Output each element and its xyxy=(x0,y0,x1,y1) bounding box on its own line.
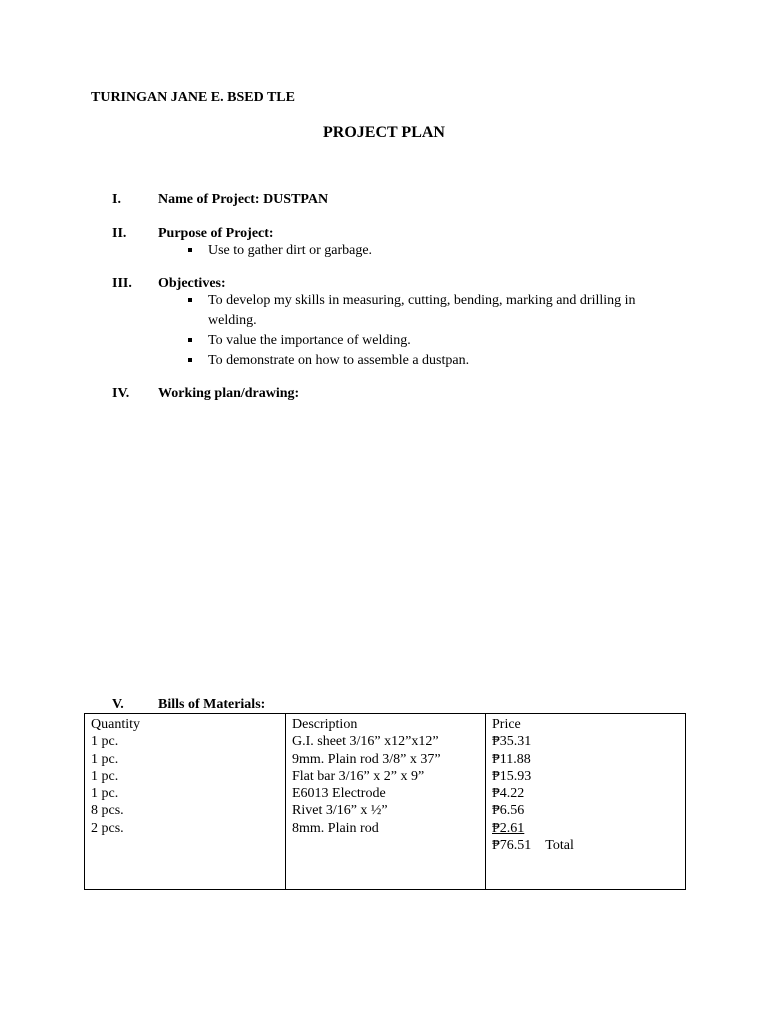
price-cell: ₱6.56 xyxy=(492,803,525,819)
purpose-list xyxy=(188,241,678,261)
description-cell: G.I. sheet 3/16” x12”x12” xyxy=(292,734,439,750)
section-number: III. xyxy=(112,276,132,291)
section-heading: Name of Project: DUSTPAN xyxy=(158,192,329,207)
section-number: V. xyxy=(112,697,124,712)
description-header: Description xyxy=(292,717,358,732)
bill-of-materials-table xyxy=(84,713,686,890)
square-bullet-icon xyxy=(188,338,192,342)
quantity-cell: 1 pc. xyxy=(91,786,119,802)
list-item xyxy=(188,331,678,351)
quantity-column xyxy=(85,714,286,890)
objectives-list xyxy=(188,291,678,371)
section-number: II. xyxy=(112,226,127,241)
description-cell: Rivet 3/16” x ½” xyxy=(292,803,388,819)
list-item-text: Use to gather dirt or garbage. xyxy=(208,243,373,258)
quantity-cell: 1 pc. xyxy=(91,734,119,750)
quantity-cell: 8 pcs. xyxy=(91,803,124,819)
square-bullet-icon xyxy=(188,358,192,362)
author-line: TURINGAN JANE E. BSED TLE xyxy=(91,90,295,105)
price-cell: ₱11.88 xyxy=(492,751,531,767)
section-heading: Purpose of Project: xyxy=(158,226,274,241)
list-item-text: To demonstrate on how to assemble a dustpan. xyxy=(208,353,470,368)
square-bullet-icon xyxy=(188,248,192,252)
price-header: Price xyxy=(492,717,521,732)
price-value-underlined: ₱2.61 xyxy=(492,820,525,836)
table-row xyxy=(85,714,686,890)
price-cell: ₱35.31 xyxy=(492,734,532,750)
quantity-cell: 2 pcs. xyxy=(91,820,124,836)
total-label: Total xyxy=(545,838,574,854)
list-item xyxy=(188,351,678,371)
description-column xyxy=(286,714,486,890)
section-heading: Working plan/drawing: xyxy=(158,386,300,401)
section-heading: Objectives: xyxy=(158,276,226,291)
quantity-cell: 1 pc. xyxy=(91,751,119,767)
quantity-header: Quantity xyxy=(91,717,140,732)
list-item-text: To develop my skills in measuring, cutting, bending, marking and drilling in welding. xyxy=(208,293,636,328)
description-cell: E6013 Electrode xyxy=(292,786,386,802)
section-number: IV. xyxy=(112,386,130,401)
section-number: I. xyxy=(112,192,121,207)
price-cell: ₱4.22 xyxy=(492,786,525,802)
description-cell: 8mm. Plain rod xyxy=(292,820,379,836)
price-column xyxy=(486,714,686,890)
total-value: ₱76.51 xyxy=(492,838,532,854)
section-heading: Bills of Materials: xyxy=(158,697,266,712)
quantity-cell: 1 pc. xyxy=(91,768,119,784)
description-cell: 9mm. Plain rod 3/8” x 37” xyxy=(292,751,441,767)
description-cell: Flat bar 3/16” x 2” x 9” xyxy=(292,768,425,784)
total-line xyxy=(492,837,679,854)
list-item xyxy=(188,241,678,261)
list-item-text: To value the importance of welding. xyxy=(208,333,411,348)
price-cell: ₱15.93 xyxy=(492,768,532,784)
square-bullet-icon xyxy=(188,298,192,302)
page-title: PROJECT PLAN xyxy=(323,124,445,141)
list-item xyxy=(188,291,678,331)
price-cell-last xyxy=(492,820,679,837)
